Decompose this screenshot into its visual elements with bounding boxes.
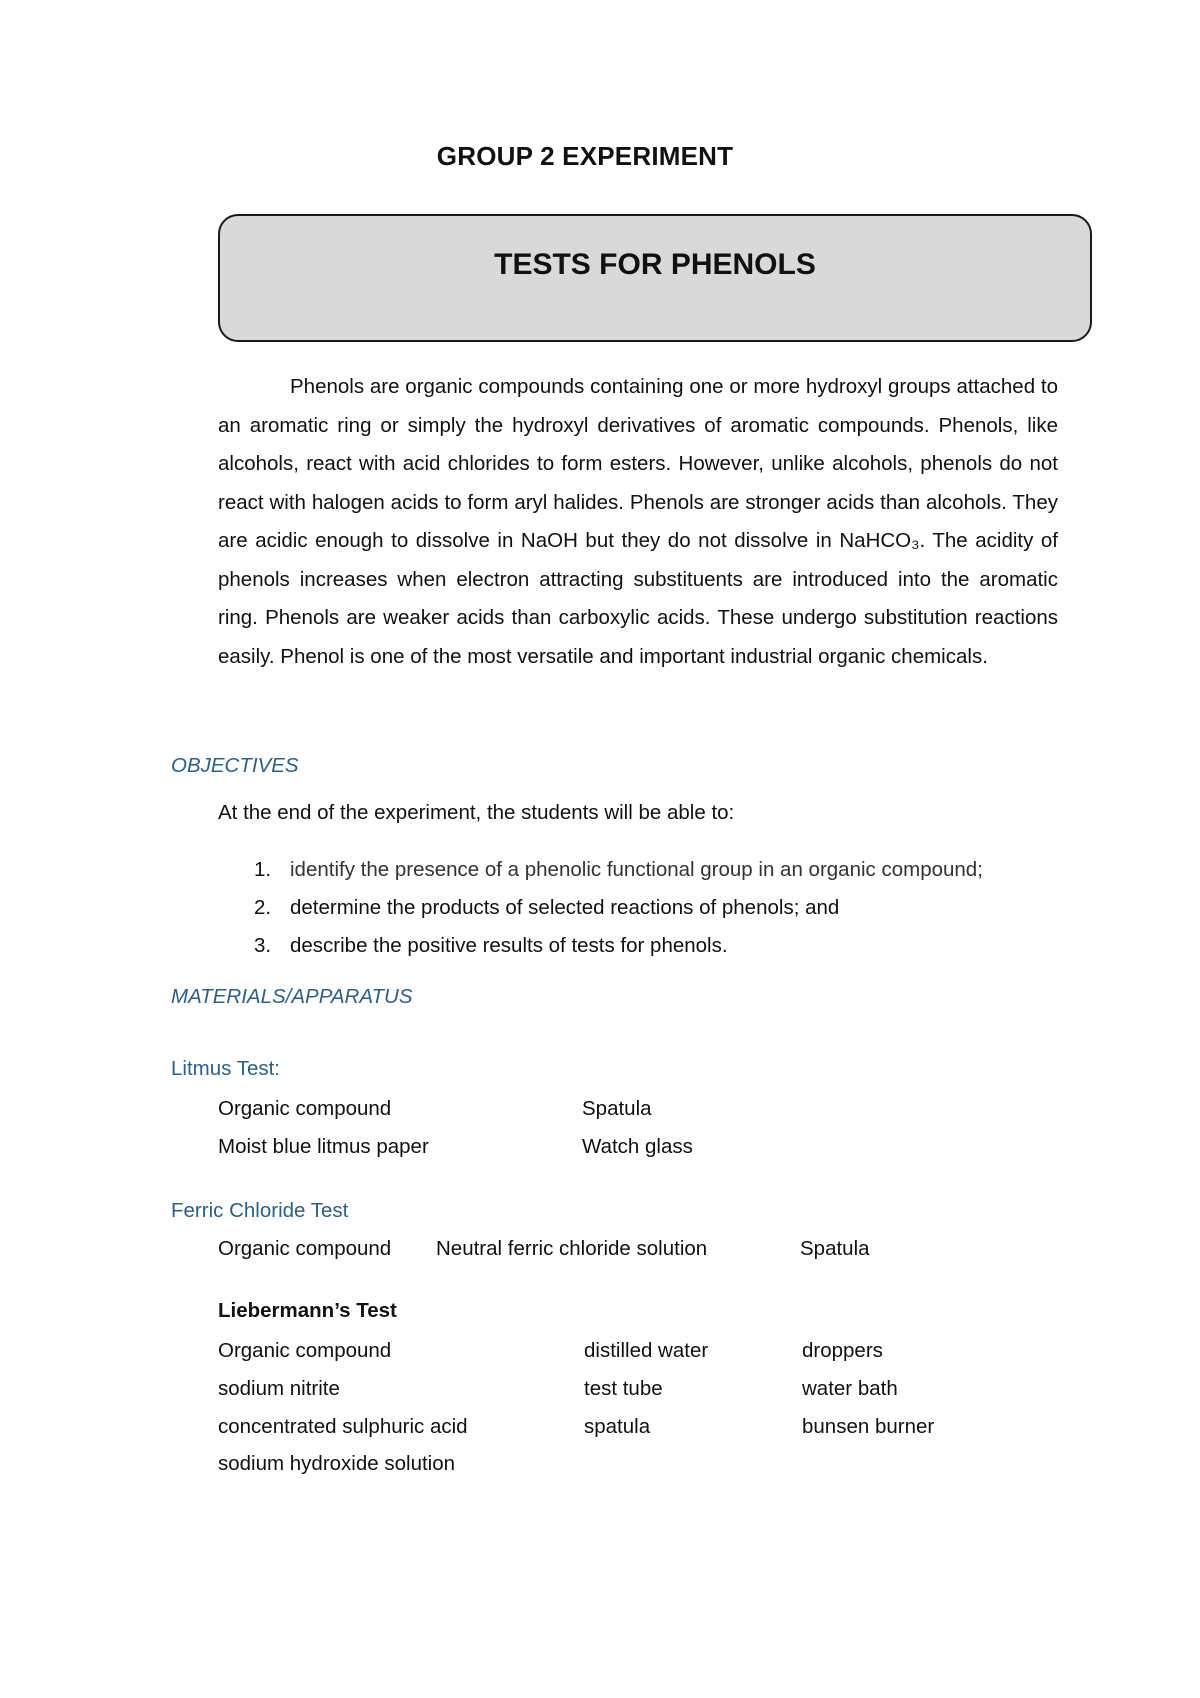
material-item: concentrated sulphuric acid [218,1415,468,1438]
title-box-text: TESTS FOR PHENOLS [494,248,816,281]
material-item: Spatula [800,1237,870,1260]
page-heading: GROUP 2 EXPERIMENT [436,141,734,171]
title-box [218,214,1092,342]
material-item: Moist blue litmus paper [218,1135,429,1158]
objective-number: 3. [254,934,272,957]
material-item: sodium nitrite [218,1377,340,1400]
objective-number: 2. [254,896,272,919]
objective-item [254,858,983,882]
material-item: bunsen burner [802,1415,935,1438]
objective-text: identify the presence of a phenolic functional group in an organic compound; [290,858,983,881]
objective-text: describe the positive results of tests for phenols. [290,934,728,957]
material-item: Neutral ferric chloride solution [436,1237,708,1260]
objectives-lead: At the end of the experiment, the students will be able to: [218,801,735,824]
ferric-chloride-test-heading: Ferric Chloride Test [171,1199,349,1222]
material-item: spatula [584,1415,651,1438]
intro-paragraph: Phenols are organic compounds containing one or more hydroxyl groups attached to an aromatic ring or simply the hydroxyl derivatives of aromatic compounds. Phenols, like alcohols, react with acid chlorides to form esters. However, unlike alcohols, phenols do not react with halogen acids to form aryl halides. Phenols are stronger acids than alcohols. They are acidic enough to dissolve in NaOH but they do not dissolve in NaHCO₃. The acidity of phenols increases when electron attracting substituents are introduced into the aromatic ring. Phenols are weaker acids than carboxylic acids. These undergo substitution reactions easily. Phenol is one of the most versatile and important industrial organic chemicals. [218,375,1058,668]
material-item: sodium hydroxide solution [218,1452,456,1475]
objective-number: 1. [254,858,272,881]
objective-item [254,934,728,958]
material-item: water bath [802,1377,898,1400]
material-item: Spatula [582,1097,652,1120]
material-item: distilled water [584,1339,709,1362]
material-item: droppers [802,1339,883,1362]
litmus-test-heading: Litmus Test: [171,1057,280,1080]
material-item: Watch glass [582,1135,693,1158]
material-item: Organic compound [218,1097,392,1120]
liebermann-test-heading: Liebermann’s Test [218,1299,397,1322]
objectives-heading: OBJECTIVES [171,754,299,777]
objective-item [254,896,839,920]
objective-text: determine the products of selected reactions of phenols; and [290,896,840,919]
materials-heading: MATERIALS/APPARATUS [171,985,413,1008]
material-item: Organic compound [218,1237,392,1260]
material-item: test tube [584,1377,663,1400]
material-item: Organic compound [218,1339,392,1362]
